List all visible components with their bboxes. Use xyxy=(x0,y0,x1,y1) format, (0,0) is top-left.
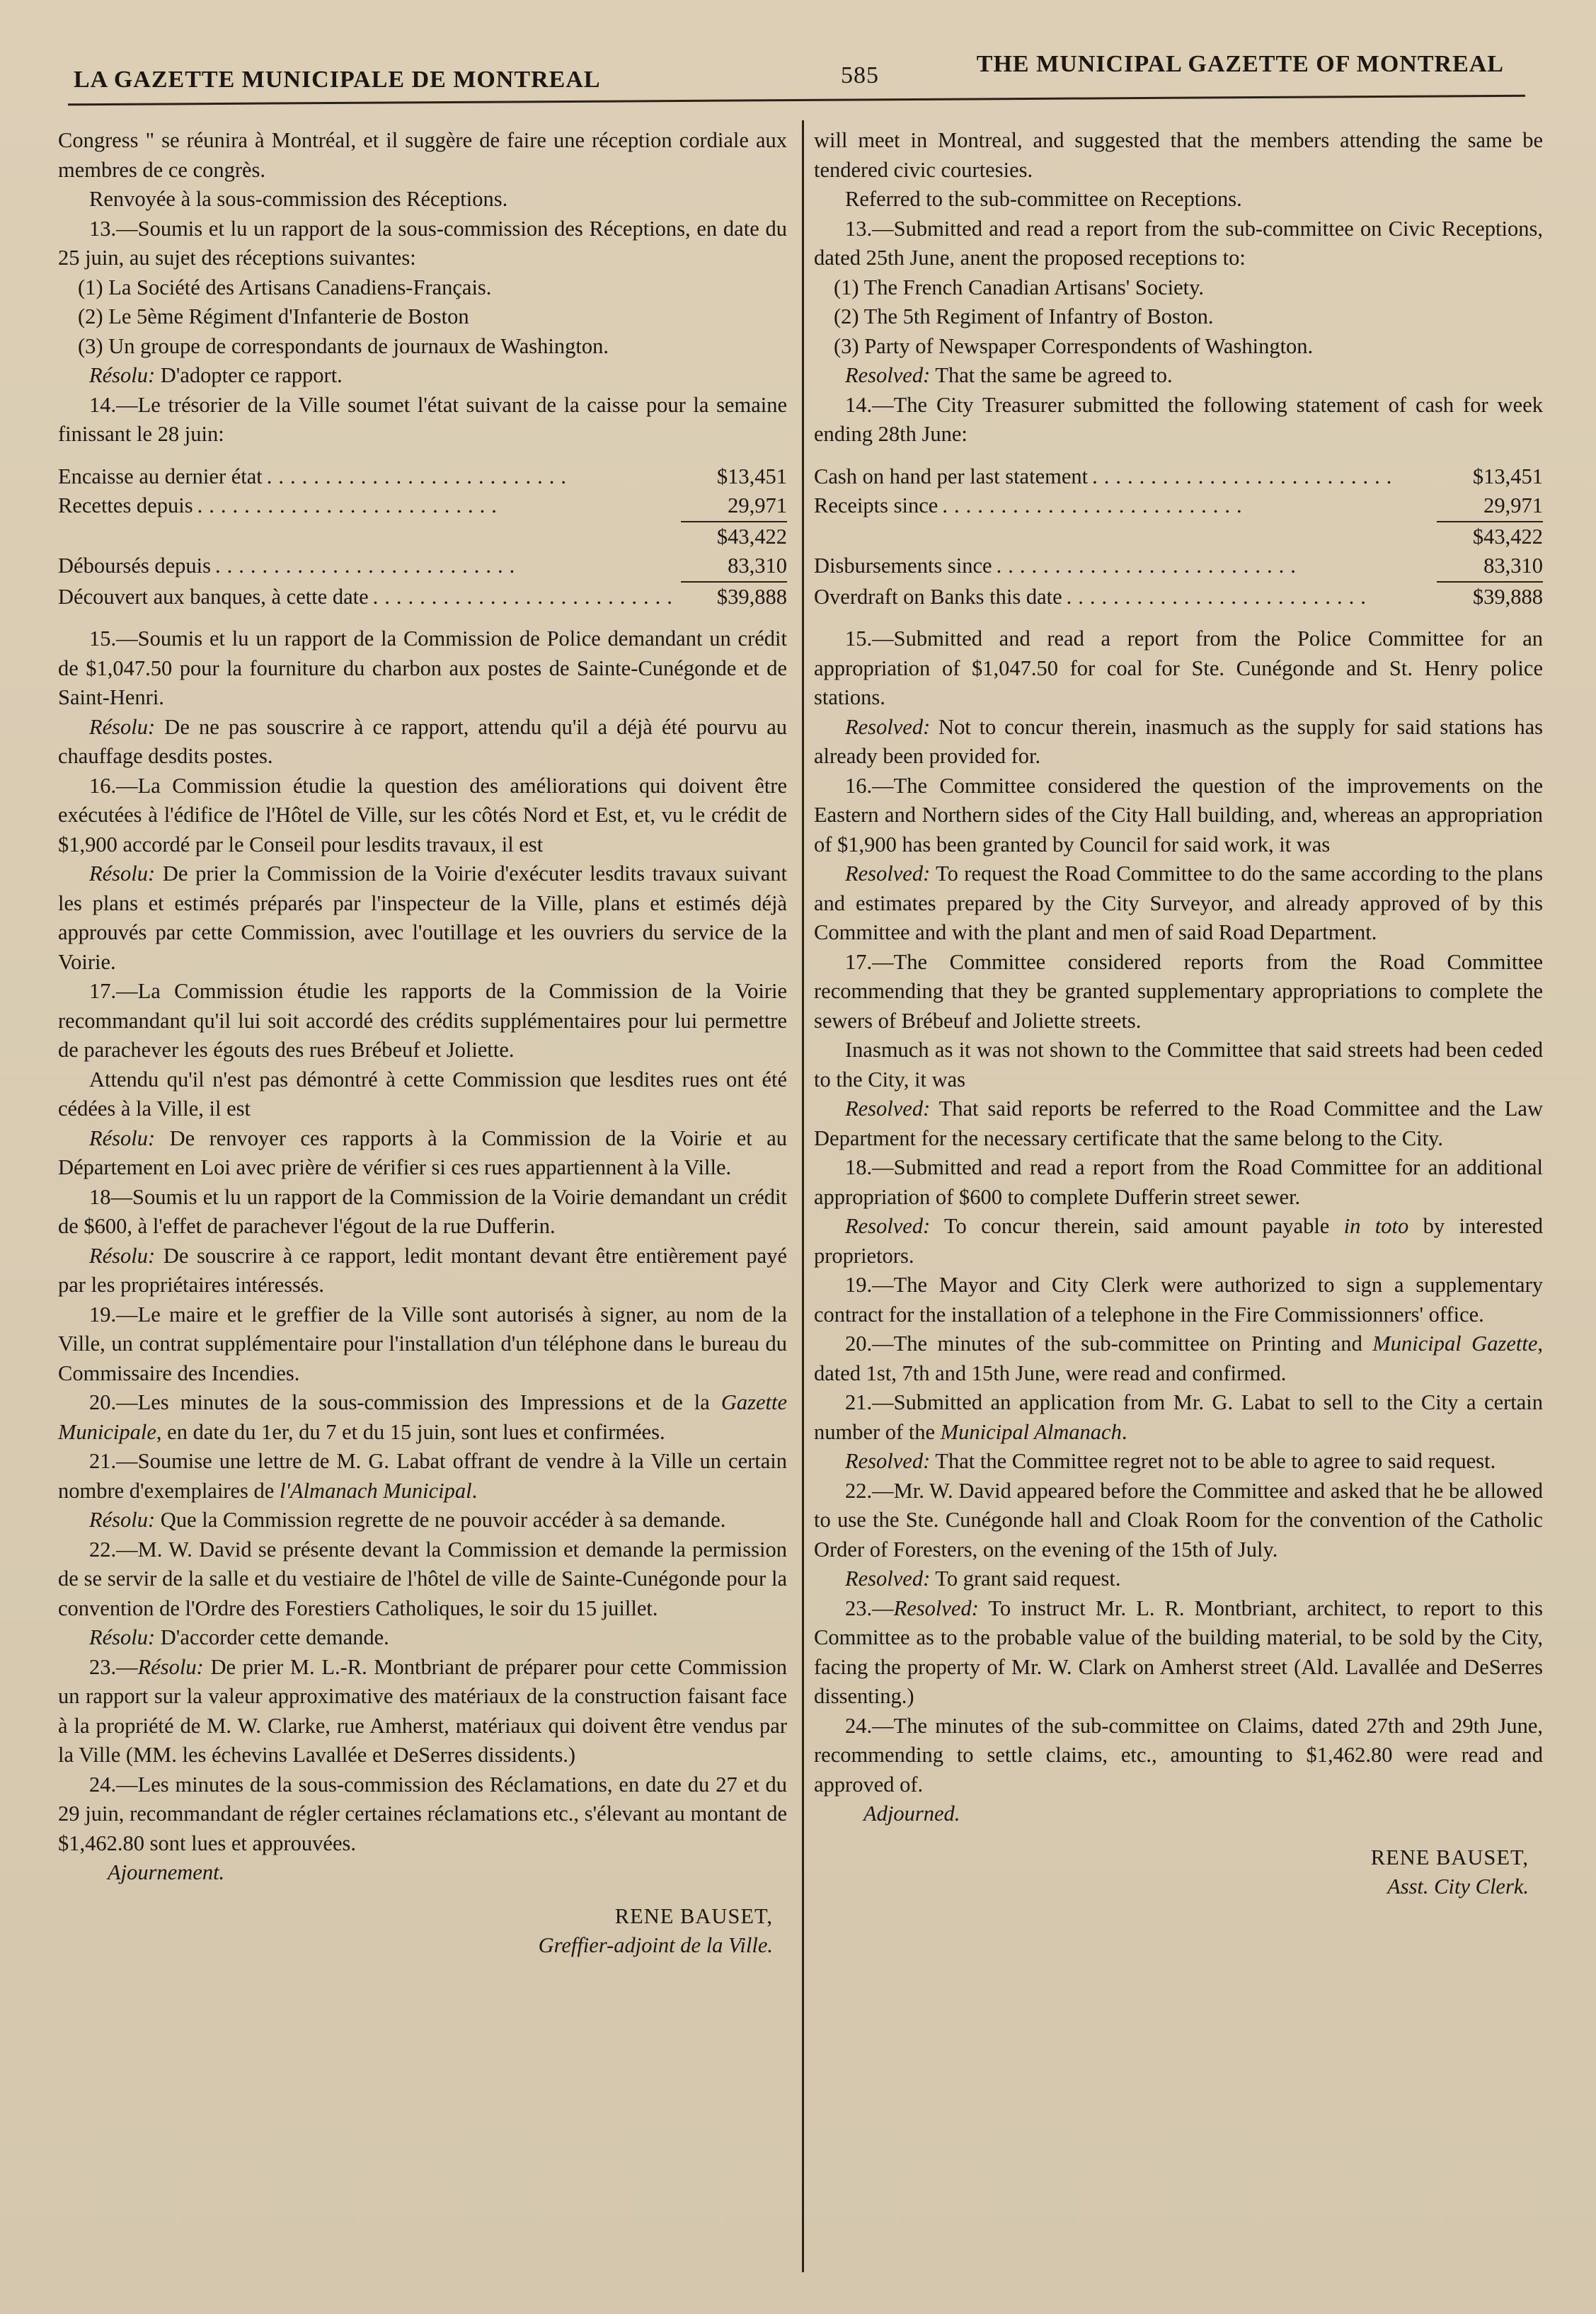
paragraph: 22.—Mr. W. David appeared before the Committee and asked that he be allowed to use the Ste. Cunégonde hall and Cloak Room for the convention of the Catholic Order of Foresters, on the evening of the 15th of July. xyxy=(814,1478,1543,1562)
list-item: (2) Le 5ème Régiment d'Infanterie de Boston xyxy=(78,304,469,328)
paragraph: 14.—The City Treasurer submitted the following statement of cash for week ending 28th June: xyxy=(814,392,1543,446)
paragraph-text: 20.—Les minutes de la sous-commission des Impressions et de la xyxy=(89,1390,721,1414)
cash-row: Encaisse au dernier état .......................... $13,451 xyxy=(58,462,787,492)
list-item: (3) Party of Newspaper Correspondents of Washington. xyxy=(834,333,1314,358)
cash-subtotal: $43,422 xyxy=(681,521,787,552)
paragraph xyxy=(58,1388,787,1447)
paragraph xyxy=(814,1329,1543,1388)
item-number: 23.— xyxy=(845,1596,894,1620)
resolution-label: Résolu: xyxy=(89,861,156,886)
resolution xyxy=(814,1447,1543,1477)
english-column xyxy=(814,126,1543,1902)
paragraph: Inasmuch as it was not shown to the Committee that said streets had been ceded to the City, it was xyxy=(814,1038,1543,1092)
publication-title: Municipal Gazette xyxy=(1372,1331,1538,1356)
cash-amount: 29,971 xyxy=(1483,493,1543,517)
resolution-text: To concur therein, said amount payable xyxy=(930,1214,1344,1238)
resolution-text: That said reports be referred to the Road Committee and the Law Department for the necessary certificate that the same belong to the City. xyxy=(814,1096,1543,1150)
column-divider xyxy=(802,120,804,2272)
paragraph: 16.—The Committee considered the question of the improvements on the Eastern and Northern sides of the City Hall building, and, whereas an appropriation of $1,900 has been granted by Council for said work, it was xyxy=(814,773,1543,857)
resolution-label: Résolu: xyxy=(89,1508,156,1532)
paragraph xyxy=(814,1388,1543,1447)
resolution-text: That the same be agreed to. xyxy=(930,363,1173,387)
resolution-label: Resolved: xyxy=(845,363,931,387)
resolution-text: To grant said request. xyxy=(930,1566,1121,1591)
latin-phrase: in toto xyxy=(1343,1214,1409,1238)
item-number: 23.— xyxy=(89,1654,138,1679)
paragraph: 18—Soumis et lu un rapport de la Commission de la Voirie demandant un crédit de $600, à l'effet de parachever l'égout de la rue Dufferin. xyxy=(58,1184,787,1238)
resolution-label: Résolu: xyxy=(137,1654,204,1679)
resolution-label: Résolu: xyxy=(89,1126,156,1150)
resolution-text: Not to concur therein, inasmuch as the supply for said stations has already been provided for. xyxy=(814,714,1543,768)
resolution xyxy=(58,1242,787,1300)
resolution-text: De ne pas souscrire à ce rapport, attendu qu'il a déjà été pourvu au chauffage desdits postes. xyxy=(58,714,787,768)
resolution-label: Résolu: xyxy=(89,1243,156,1268)
header-french-title: LA GAZETTE MUNICIPALE DE MONTREAL xyxy=(74,67,601,93)
publication-title: Gazette Municipale xyxy=(58,1390,787,1444)
cash-row: Receipts since .......................... 29,971 xyxy=(814,491,1543,521)
signature-title: Greffier-adjoint de la Ville. xyxy=(538,1933,773,1957)
cash-amount: $13,451 xyxy=(1472,464,1543,488)
cash-label: Cash on hand per last statement xyxy=(814,464,1089,488)
paragraph: Renvoyée à la sous-commission des Réceptions. xyxy=(89,187,508,211)
header-rule xyxy=(68,95,1525,106)
page-header xyxy=(68,47,1525,96)
paragraph: 16.—La Commission étudie la question des améliorations qui doivent être exécutées à l'édifice de l'Hôtel de Ville, sur les côtés Nord et Est, et, vu le crédit de $1,900 accordé par le Conseil pour lesdits travaux, il est xyxy=(58,773,787,857)
list-item: (3) Un groupe de correspondants de journaux de Washington. xyxy=(78,333,609,358)
paragraph: 19.—Le maire et le greffier de la Ville sont autorisés à signer, au nom de la Ville, un contrat supplémentaire pour l'installation d'un téléphone dans le bureau du Commissaire des Incendies. xyxy=(58,1302,787,1385)
paragraph: 18.—Submitted and read a report from the Road Committee for an additional appropriation of $600 to complete Dufferin street sewer. xyxy=(814,1155,1543,1209)
signature-name: RENE BAUSET, xyxy=(1370,1845,1529,1869)
resolution-label: Résolu: xyxy=(89,363,156,387)
cash-label: Overdraft on Banks this date xyxy=(814,584,1062,609)
publication-title: Municipal Almanach xyxy=(940,1419,1122,1444)
paragraph: Congress " se réunira à Montréal, et il suggère de faire une réception cordiale aux membres de ce congrès. xyxy=(58,128,787,182)
cash-row xyxy=(814,521,1543,552)
resolution xyxy=(58,1653,787,1770)
paragraph: 14.—Le trésorier de la Ville soumet l'état suivant de la caisse pour la semaine finissant le 28 juin: xyxy=(58,392,787,446)
paragraph: 24.—Les minutes de la sous-commission des Réclamations, en date du 27 et du 29 juin, recommandant de régler certaines réclamations etc., s'élevant au montant de $1,462.80 sont lues et approuvées. xyxy=(58,1772,787,1855)
resolution-label: Résolu: xyxy=(89,1625,156,1649)
resolution xyxy=(814,1594,1543,1712)
paragraph: 15.—Submitted and read a report from the Police Committee for an appropriation of $1,047.50 for coal for Ste. Cunégonde and St. Henry police stations. xyxy=(814,626,1543,709)
cash-row: Recettes depuis .......................... 29,971 xyxy=(58,491,787,521)
resolution-label: Resolved: xyxy=(845,861,931,886)
paragraph-text: 20.—The minutes of the sub-committee on Printing and xyxy=(845,1331,1373,1356)
resolution-text: De prier la Commission de la Voirie d'exécuter lesdits travaux suivant les plans et estimés préparés par l'inspecteur de la Ville, plans et estimés déjà approuvés par cette Commission, avec l'outillage et les ouvriers du service de la Voirie. xyxy=(58,861,787,974)
list-item: (2) The 5th Regiment of Infantry of Boston. xyxy=(834,304,1214,328)
publication-title: l'Almanach Municipal xyxy=(279,1478,472,1503)
resolution-label: Resolved: xyxy=(845,1449,931,1473)
cash-row: Déboursés depuis .......................... 83,310 xyxy=(58,551,787,581)
signature-title: Asst. City Clerk. xyxy=(1387,1874,1529,1898)
paragraph-text: 21.—Submitted an application from Mr. G. Labat to sell to the City a certain number of the xyxy=(814,1390,1543,1444)
resolution xyxy=(58,1506,787,1535)
paragraph: 15.—Soumis et lu un rapport de la Commission de Police demandant un crédit de $1,047.50 pour la fourniture du charbon aux postes de Sainte-Cunégonde et de Saint-Henri. xyxy=(58,626,787,709)
resolution-label: Résolu: xyxy=(89,714,156,739)
paragraph-text: . xyxy=(1121,1419,1127,1444)
list-item: (1) La Société des Artisans Canadiens-Français. xyxy=(78,275,492,299)
resolution xyxy=(814,1094,1543,1153)
resolution xyxy=(814,859,1543,948)
resolution-text: That the Committee regret not to be able to agree to said request. xyxy=(930,1449,1496,1473)
cash-total: $39,888 xyxy=(681,581,787,612)
french-column xyxy=(58,126,787,1961)
cash-amount: 29,971 xyxy=(728,493,787,517)
resolution-text: De souscrire à ce rapport, ledit montant devant être entièrement payé par les propriétaires intéressés. xyxy=(58,1243,787,1297)
resolution xyxy=(58,713,787,772)
cash-subtotal: $43,422 xyxy=(1437,521,1543,552)
paragraph: 13.—Soumis et lu un rapport de la sous-commission des Réceptions, en date du 25 juin, au sujet des réceptions suivantes: xyxy=(58,216,787,270)
paragraph: 17.—The Committee considered reports from the Road Committee recommending that they be granted supplementary appropriations to complete the sewers of Brébeuf and Joliette streets. xyxy=(814,949,1543,1033)
paragraph: 22.—M. W. David se présente devant la Commission et demande la permission de se servir de la salle et du vestiaire de l'hôtel de ville de Sainte-Cunégonde pour la convention de l'Ordre des Forestiers Catholiques, le soir du 15 juillet. xyxy=(58,1537,787,1620)
signature-block xyxy=(58,1902,787,1961)
cash-total: $39,888 xyxy=(1437,581,1543,612)
cash-label: Receipts since xyxy=(814,493,938,517)
adjournment: Ajournement. xyxy=(108,1860,225,1884)
cash-row: Cash on hand per last statement .......................... $13,451 xyxy=(814,462,1543,492)
paragraph: Attendu qu'il n'est pas démontré à cette Commission que lesdites rues ont été cédées à la Ville, il est xyxy=(58,1067,787,1121)
resolution-text: D'accorder cette demande. xyxy=(155,1625,389,1649)
cash-label: Encaisse au dernier état xyxy=(58,464,263,488)
resolution xyxy=(814,1564,1543,1594)
cash-row: Disbursements since .......................... 83,310 xyxy=(814,551,1543,581)
list-item: (1) The French Canadian Artisans' Society. xyxy=(834,275,1205,299)
resolution-text: by interested proprietors. xyxy=(814,1214,1544,1268)
paragraph-text: , en date du 1er, du 7 et du 15 juin, sont lues et confirmées. xyxy=(156,1419,665,1444)
paragraph xyxy=(58,1447,787,1506)
resolution-label: Resolved: xyxy=(845,1096,931,1121)
resolution-text: De prier M. L.-R. Montbriant de préparer pour cette Commission un rapport sur la valeur approximative des matériaux de la construction faisant face à la propriété de M. W. Clarke, rue Amherst, matériaux qui doivent être vendus par la Ville (MM. les échevins Lavallée et DeSerres dissidents.) xyxy=(58,1654,787,1767)
resolution-text: De renvoyer ces rapports à la Commission de la Voirie et au Département en Loi avec prière de vérifier si ces rues appartiennent à la Ville. xyxy=(58,1126,787,1179)
resolution-text: To request the Road Committee to do the same according to the plans and estimates prepared by the City Surveyor, and already approved of by this Committee and with the plant and men of said Road Department. xyxy=(814,861,1543,944)
resolution xyxy=(58,1623,787,1653)
paragraph: 13.—Submitted and read a report from the sub-committee on Civic Receptions, dated 25th June, anent the proposed receptions to: xyxy=(814,216,1543,270)
paragraph: 24.—The minutes of the sub-committee on Claims, dated 27th and 29th June, recommending to settle claims, etc., amounting to $1,462.80 were read and approved of. xyxy=(814,1713,1543,1797)
resolution xyxy=(58,859,787,977)
resolution-label: Resolved: xyxy=(845,1566,931,1591)
paragraph: 19.—The Mayor and City Clerk were authorized to sign a supplementary contract for the installation of a telephone in the Fire Commissionners' office. xyxy=(814,1273,1543,1327)
resolution-text: To instruct Mr. L. R. Montbriant, architect, to report to this Committee as to the probable value of the building material, to be sold by the City, facing the property of Mr. W. Clark on Amherst street (Ald. Lavallée and DeSerres dissenting.) xyxy=(814,1596,1543,1708)
resolution xyxy=(58,361,787,391)
cash-amount: 83,310 xyxy=(1483,554,1543,578)
resolution-text: D'adopter ce rapport. xyxy=(155,363,343,387)
cash-label: Découvert aux banques, à cette date xyxy=(58,584,369,609)
resolution-label: Resolved: xyxy=(845,714,931,739)
resolution xyxy=(58,1124,787,1183)
adjournment: Adjourned. xyxy=(863,1802,960,1826)
cash-label: Disbursements since xyxy=(814,554,992,578)
paragraph-text: 21.—Soumise une lettre de M. G. Labat offrant de vendre à la Ville un certain nombre d'exemplaires de xyxy=(58,1449,787,1503)
resolution xyxy=(814,361,1543,391)
resolution xyxy=(814,1212,1543,1271)
cash-row xyxy=(58,521,787,552)
paragraph-text: . xyxy=(471,1478,478,1503)
cash-row: Overdraft on Banks this date .......................... $39,888 xyxy=(814,581,1543,612)
page-number: 585 xyxy=(841,62,879,88)
signature-name: RENE BAUSET, xyxy=(614,1903,773,1928)
cash-label: Déboursés depuis xyxy=(58,554,212,578)
resolution-label: Resolved: xyxy=(845,1214,931,1238)
resolution-label: Resolved: xyxy=(893,1596,979,1620)
cash-label: Recettes depuis xyxy=(58,493,193,517)
cash-amount: $13,451 xyxy=(716,464,787,488)
cash-row: Découvert aux banques, à cette date .......................... $39,888 xyxy=(58,581,787,612)
paragraph-text: , dated 1st, 7th and 15th June, were read and confirmed. xyxy=(814,1331,1543,1385)
resolution-text: Que la Commission regrette de ne pouvoir accéder à sa demande. xyxy=(155,1508,726,1532)
paragraph: Referred to the sub-committee on Receptions. xyxy=(845,187,1242,211)
signature-block xyxy=(814,1843,1543,1902)
paragraph: 17.—La Commission étudie les rapports de la Commission de la Voirie recommandant qu'il lui soit accordé des crédits supplémentaires pour lui permettre de parachever les égouts des rues Brébeuf et Joliette. xyxy=(58,979,787,1062)
paragraph: will meet in Montreal, and suggested that the members attending the same be tendered civic courtesies. xyxy=(814,128,1543,182)
cash-amount: 83,310 xyxy=(728,554,787,578)
header-english-title: THE MUNICIPAL GAZETTE OF MONTREAL xyxy=(976,51,1504,77)
resolution xyxy=(814,713,1543,772)
